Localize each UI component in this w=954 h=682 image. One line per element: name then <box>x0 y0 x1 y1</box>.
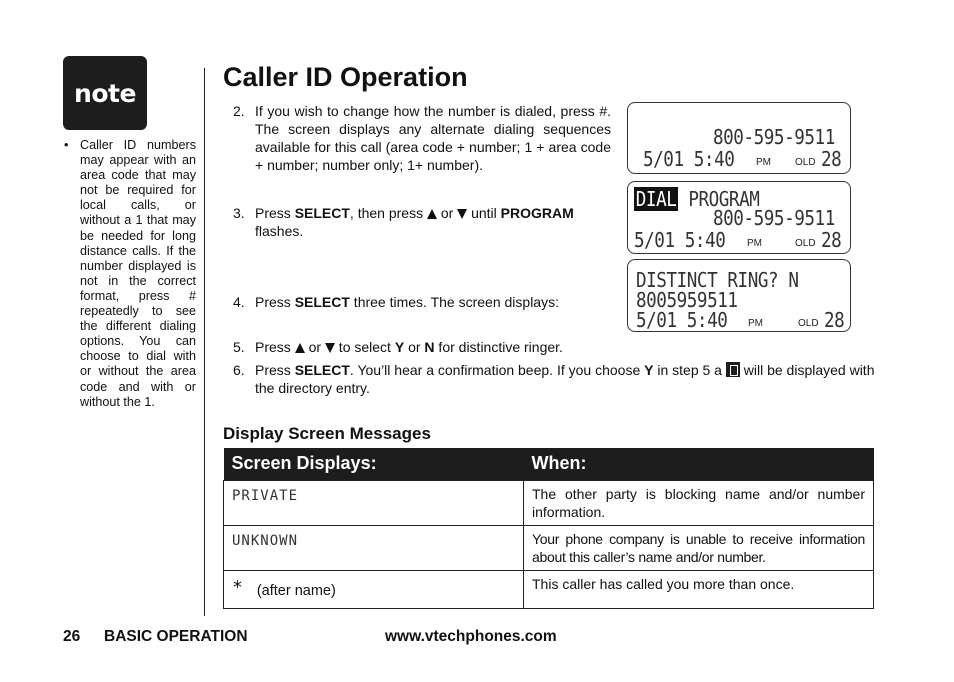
when-cell: Your phone company is unable to receive information about this caller’s name and/or number. <box>524 525 874 570</box>
step-4 <box>233 293 613 311</box>
step-number: 4. <box>233 294 245 310</box>
bullet: • <box>64 138 69 152</box>
display-cell: UNKNOWN <box>224 525 524 570</box>
step-text: Press or to select Y or N for distinctive ringer. <box>255 339 563 355</box>
col-header-displays: Screen Displays: <box>224 448 524 480</box>
lcd-count: 28 <box>821 147 842 171</box>
lcd-screen-2 <box>627 181 851 254</box>
lcd-screen-3 <box>627 259 851 332</box>
lcd-old: OLD <box>795 157 816 168</box>
messages-table <box>223 448 874 609</box>
page-number: 26 <box>63 628 81 645</box>
lcd-date: 5/01 5:40 <box>634 228 726 252</box>
directory-marker-icon <box>726 362 740 377</box>
section-heading: Display Screen Messages <box>223 424 431 443</box>
step-3 <box>233 204 611 240</box>
lcd-pm: PM <box>748 318 763 329</box>
page-title: Caller ID Operation <box>223 62 468 92</box>
lcd-old: OLD <box>795 238 816 249</box>
lcd-number: 8005959511 <box>636 288 738 312</box>
step-text: Press SELECT. You’ll hear a confirmation beep. If you choose Y in step 5 a will be displayed with the directory entry. <box>255 362 875 396</box>
star-icon: * <box>232 576 243 598</box>
lcd-dial-highlight: DIAL <box>635 187 677 211</box>
after-name-note: (after name) <box>256 582 336 599</box>
step-number: 5. <box>233 339 245 355</box>
up-arrow-icon <box>427 209 437 219</box>
table-row <box>224 570 874 608</box>
lcd-line-1: DIAL PROGRAM <box>635 187 760 211</box>
vertical-divider <box>204 68 205 616</box>
note-badge: note <box>63 56 147 130</box>
table-row <box>224 525 874 570</box>
lcd-number: 800-595-9511 <box>713 206 835 230</box>
lcd-count: 28 <box>824 308 845 332</box>
lcd-date: 5/01 5:40 <box>643 147 735 171</box>
display-cell <box>224 570 524 608</box>
down-arrow-icon <box>325 343 335 353</box>
up-arrow-icon <box>295 343 305 353</box>
step-number: 3. <box>233 205 245 221</box>
down-arrow-icon <box>457 209 467 219</box>
when-cell: This caller has called you more than once. <box>524 570 874 608</box>
lcd-date: 5/01 5:40 <box>636 308 728 332</box>
lcd-screen-1 <box>627 102 851 174</box>
step-6 <box>233 361 893 397</box>
lcd-count: 28 <box>821 228 842 252</box>
side-note-text: Caller ID numbers may appear with an area code that may not be required for local calls, or without a 1 that may be needed for long distance calls. If the number displayed is not in the correct format, press # repeatedly to see the different dialing options. You can choose to dial with or without the area code and with or without the 1. <box>80 138 196 409</box>
step-text: Press SELECT, then press or until PROGRAM flashes. <box>255 205 574 239</box>
lcd-line-1: DISTINCT RING? N <box>636 268 799 292</box>
step-2 <box>233 102 611 174</box>
step-5 <box>233 338 873 356</box>
lcd-number: 800-595-9511 <box>713 125 835 149</box>
display-cell: PRIVATE <box>224 480 524 525</box>
lcd-pm: PM <box>747 238 762 249</box>
footer-section: BASIC OPERATION <box>104 628 248 645</box>
side-note <box>64 138 196 410</box>
when-cell: The other party is blocking name and/or number information. <box>524 480 874 525</box>
lcd-old: OLD <box>798 318 819 329</box>
footer-url[interactable]: www.vtechphones.com <box>385 628 557 645</box>
table-header-row <box>224 448 874 480</box>
step-number: 6. <box>233 362 245 378</box>
step-text: If you wish to change how the number is dialed, press #. The screen displays any alternate dialing sequences available for this call (area code + number; 1 + area code + number; number only; 1+ number). <box>255 103 611 173</box>
step-number: 2. <box>233 103 245 119</box>
step-text: Press SELECT three times. The screen displays: <box>255 294 559 310</box>
table-row <box>224 480 874 525</box>
lcd-pm: PM <box>756 157 771 168</box>
col-header-when: When: <box>524 448 874 480</box>
